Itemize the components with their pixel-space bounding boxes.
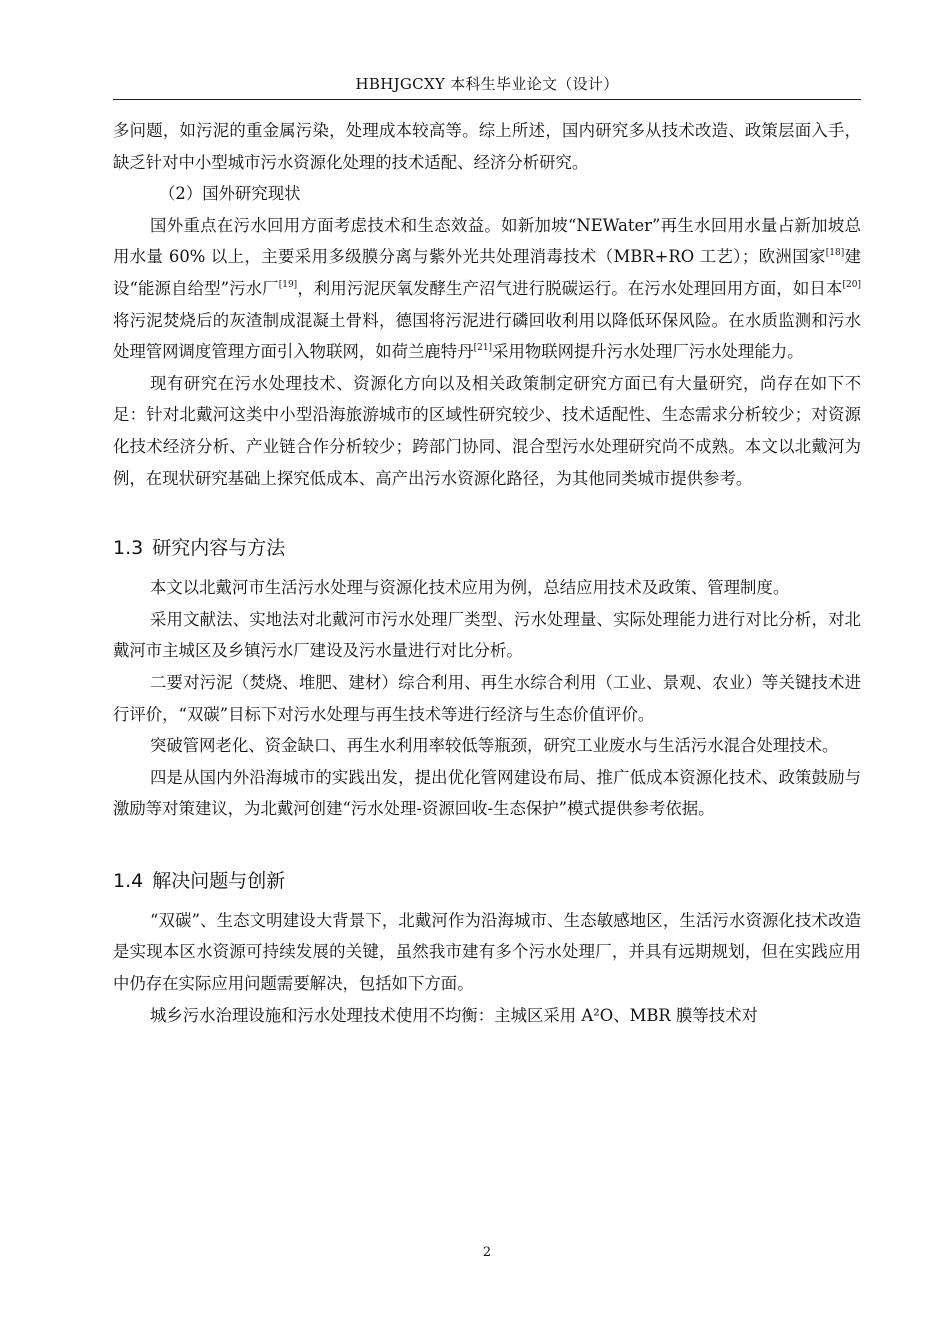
header-rule: [113, 99, 861, 100]
paragraph: 采用文献法、实地法对北戴河市污水处理厂类型、污水处理量、实际处理能力进行对比分析，对北戴河市主城区及乡镇污水厂建设及污水量进行对比分析。: [113, 609, 861, 661]
document-page: [113, 0, 861, 1344]
paragraph: 本文以北戴河市生活污水处理与资源化技术应用为例，总结应用技术及政策、管理制度。: [150, 578, 790, 598]
running-header: HBHJGCXY 本科生毕业论文（设计）: [355, 75, 619, 93]
section-number: 1.4: [113, 869, 144, 892]
paragraph-foreign-research: [113, 210, 861, 368]
section-title: 解决问题与创新: [152, 869, 286, 892]
paragraph: 城乡污水治理设施和污水处理技术使用不均衡：主城区采用 A²O、MBR 膜等技术对: [150, 1005, 758, 1025]
page-number: 2: [482, 1245, 492, 1260]
paragraph-text: 采用物联网提升污水处理厂污水处理能力。: [492, 342, 804, 362]
body-content: [113, 115, 861, 1031]
paragraph-research-gaps: 现有研究在污水处理技术、资源化方向以及相关政策制定研究方面已有大量研究，尚存在如下不足：针对北戴河这类中小型沿海旅游城市的区域性研究较少、技术适配性、生态需求分析较少；对资源化技术经济分析、产业链合作分析较少；跨部门协同、混合型污水处理研究尚不成熟。本文以北戴河为例，在现状研究基础上探究低成本、高产出污水资源化路径，为其他同类城市提供参考。: [113, 373, 861, 488]
paragraph-text: 将污泥焚烧后的灰渣制成混凝土骨料，德国将污泥进行磷回收利用以降低环保风险。在水质监测和污水处理管网调度管理方面引入物联网，如荷兰鹿特丹: [113, 310, 861, 362]
citation-ref: [21]: [473, 343, 493, 354]
citation-ref: [20]: [842, 279, 862, 290]
paragraph: 二要对污泥（焚烧、堆肥、建材）综合利用、再生水综合利用（工业、景观、农业）等关键技术进行评价，“双碳”目标下对污水处理与再生技术等进行经济与生态价值评价。: [113, 672, 861, 724]
section-title: 研究内容与方法: [152, 537, 286, 560]
paragraph-text: 建设“能源自给型”污水厂: [113, 247, 862, 298]
paragraph-text: 国外重点在污水回用方面考虑技术和生态效益。如新加坡“NEWater”再生水回用水量占新加坡总用水量 60% 以上，主要采用多级膜分离与紫外光共处理消毒技术（MBR+RO 工艺）；欧洲国家: [113, 215, 861, 267]
paragraph-text: ，利用污泥厌氧发酵生产沼气进行脱碳运行。在污水处理回用方面，如日本: [297, 278, 843, 298]
citation-ref: [19]: [278, 279, 298, 290]
paragraph-continuation: 多问题，如污泥的重金属污染，处理成本较高等。综上所述，国内研究多从技术改造、政策层面入手，缺乏针对中小型城市污水资源化处理的技术适配、经济分析研究。: [113, 121, 861, 172]
section-number: 1.3: [113, 537, 144, 560]
paragraph: 突破管网老化、资金缺口、再生水利用率较低等瓶颈，研究工业废水与生活污水混合处理技术。: [150, 736, 839, 756]
paragraph: “双碳”、生态文明建设大背景下，北戴河作为沿海城市、生态敏感地区，生活污水资源化技术改造是实现本区水资源可持续发展的关键，虽然我市建有多个污水处理厂，并具有远期规划，但在实践应用中仍存在实际应用问题需要解决，包括如下方面。: [113, 910, 861, 994]
subheading-foreign-research: （2）国外研究现状: [159, 184, 301, 204]
section-heading-1-3: [113, 534, 861, 562]
citation-ref: [18]: [825, 248, 845, 259]
paragraph: 四是从国内外沿海城市的实践出发，提出优化管网建设布局、推广低成本资源化技术、政策鼓励与激励等对策建议，为北戴河创建“污水处理-资源回收-生态保护”模式提供参考依据。: [113, 767, 861, 819]
section-heading-1-4: [113, 867, 861, 895]
